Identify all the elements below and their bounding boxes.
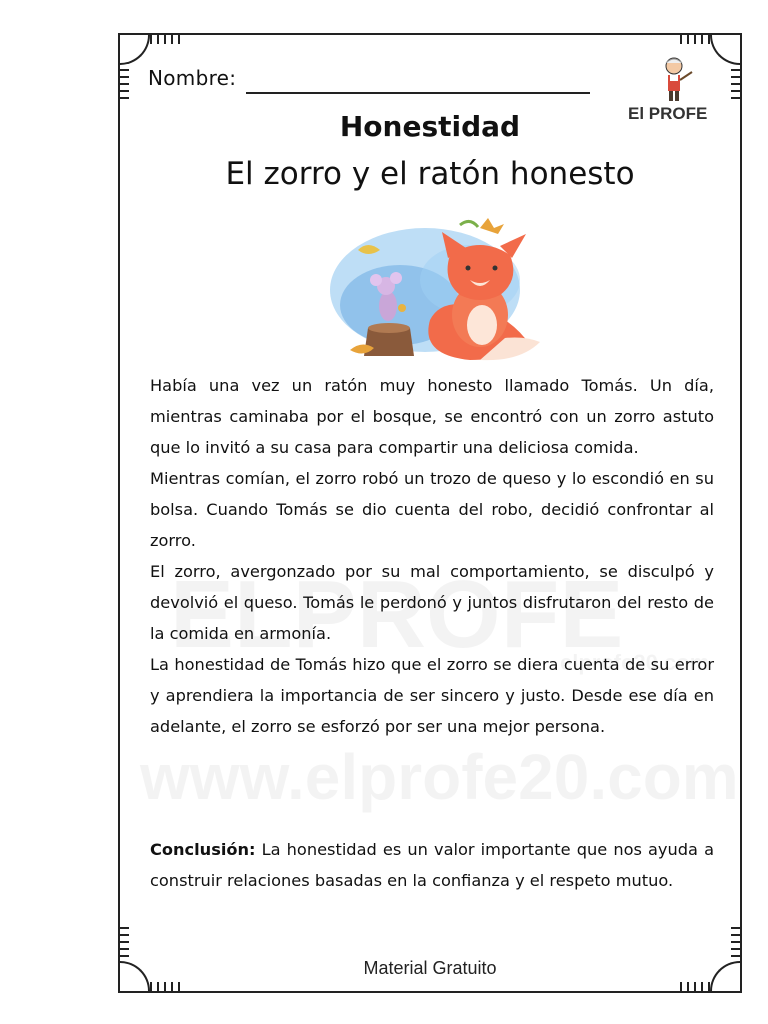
frame-ticks <box>150 982 180 992</box>
story-paragraph: La honestidad de Tomás hizo que el zorro se diera cuenta de su error y aprendiera la importancia de ser sincero y justo. Desde ese día en adelante, el zorro se esforzó por ser una mejor persona. <box>150 655 714 736</box>
watermark-url <box>140 740 739 814</box>
conclusion-block <box>150 834 714 896</box>
frame-corner <box>118 33 150 65</box>
fox-and-mouse-illustration <box>330 210 560 370</box>
conclusion-label: Conclusión: <box>150 840 256 859</box>
frame-ticks <box>150 34 180 44</box>
story-text <box>150 370 714 742</box>
conclusion-text: La honestidad es un valor importante que nos ayuda a construir relaciones basadas en la confianza y el respeto mutuo. <box>150 840 714 890</box>
page-title: Honestidad <box>339 110 521 143</box>
frame-ticks <box>680 982 710 992</box>
story-title: El zorro y el ratón honesto <box>225 156 635 192</box>
frame-ticks <box>119 69 129 99</box>
frame-ticks <box>680 34 710 44</box>
brand-logo-text: El PROFE <box>628 104 708 123</box>
story-paragraph: Había una vez un ratón muy honesto llamado Tomás. Un día, mientras caminaba por el bosque, se encontró con un zorro astuto que lo invitó a su casa para compartir una deliciosa comida. <box>150 376 714 457</box>
story-paragraph: El zorro, avergonzado por su mal comportamiento, se disculpó y devolvió el queso. Tomás le perdonó y juntos disfrutaron del resto de la comida en armonía. <box>150 562 714 643</box>
name-field-line[interactable] <box>246 92 590 94</box>
story-paragraph: Mientras comían, el zorro robó un trozo de queso y lo escondió en su bolsa. Cuando Tomás se dio cuenta del robo, decidió confrontar al zorro. <box>150 469 714 550</box>
footer-text: Material Gratuito <box>363 958 497 978</box>
frame-ticks <box>731 927 741 957</box>
frame-ticks <box>119 927 129 957</box>
name-label: Nombre: <box>148 66 237 90</box>
